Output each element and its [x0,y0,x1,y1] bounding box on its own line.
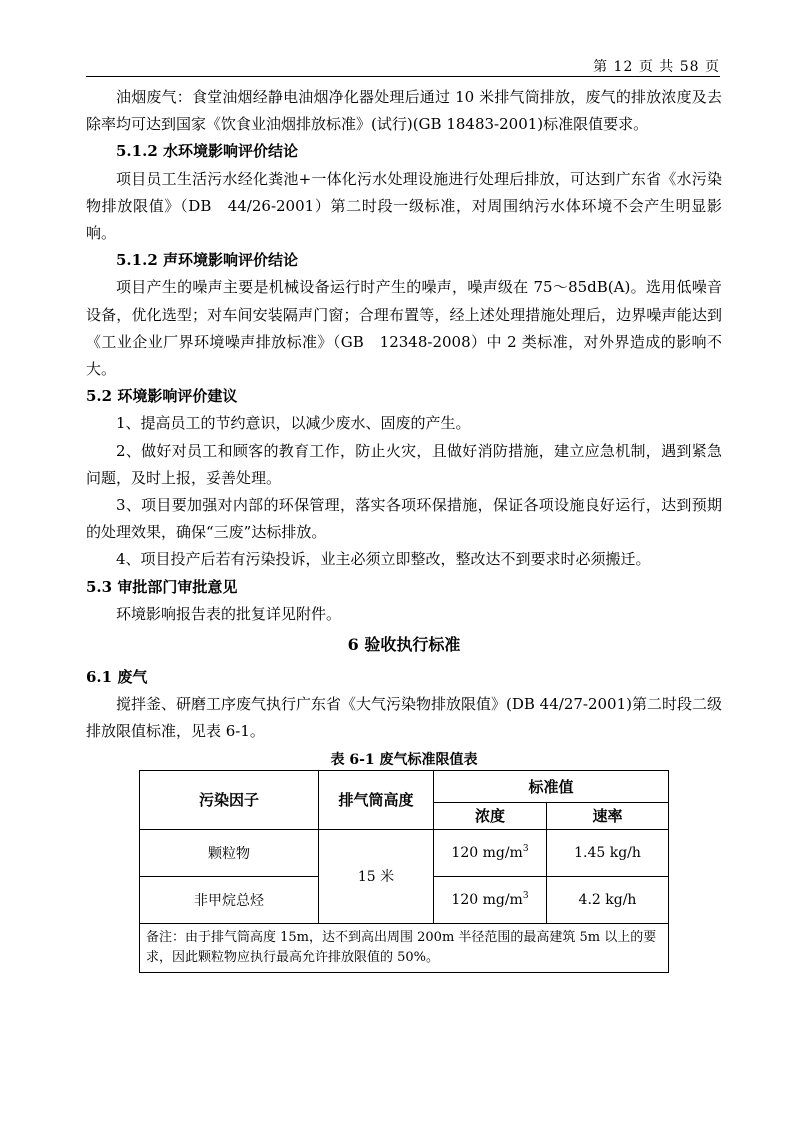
header-rate: 速率 [547,802,669,829]
cell-pollutant: 颗粒物 [140,829,319,876]
paragraph-noise: 项目产生的噪声主要是机械设备运行时产生的噪声，噪声级在 75～85dB(A)。选用低噪音设备，优化选型；对车间安装隔声门窗；合理布置等，经上述处理措施处理后，边界噪声能达到《工业企业厂界环境噪声排放标准》（GB 12348-2008）中 2 类标准，对外界造成的影响不大。 [86,278,722,379]
emission-standards-table [139,770,669,973]
cell-rate: 1.45 kg/h [547,829,669,876]
paragraph-approval: 环境影响报告表的批复详见附件。 [116,604,342,623]
table-note: 备注：由于排气筒高度 15m，达不到高出周围 200m 半径范围的最高建筑 5m 以上的要求，因此颗粒物应执行最高允许排放限值的 50%。 [140,923,669,972]
header-concentration: 浓度 [434,802,547,829]
cell-pollutant: 非甲烷总烃 [140,876,319,923]
table-caption: 表 6-1 废气标准限值表 [330,751,478,768]
heading-water-conclusion: 5.1.2 水环境影响评价结论 [116,142,298,161]
cell-concentration: 120 $mg/m^3$ [434,829,547,876]
suggestion-4: 4、项目投产后若有污染投诉，业主必须立即整改，整改达不到要求时必须搬迁。 [116,550,651,569]
heading-suggestions: 5.2 环境影响评价建议 [86,387,238,406]
cell-stack-height: 15 米 [319,829,434,923]
heading-acceptance-standards: 6 验收执行标准 [347,635,461,655]
page-number: 第 12 页 共 58 页 [593,59,720,75]
header-pollutant: 污染因子 [140,770,319,829]
suggestion-1: 1、提高员工的节约意识，以减少废水、固废的产生。 [116,414,471,433]
header-standard-value: 标准值 [434,770,669,802]
suggestion-2: 2、做好对员工和顾客的教育工作，防止火灾，且做好消防措施，建立应急机制，遇到紧急问题，及时上报，妥善处理。 [86,441,722,487]
heading-approval: 5.3 审批部门审批意见 [86,577,238,596]
page-header [86,54,720,77]
paragraph-oil-fume: 油烟废气：食堂油烟经静电油烟净化器处理后通过 10 米排气筒排放，废气的排放浓度及去除率均可达到国家《饮食业油烟排放标准》(试行)(GB 18483-2001)标准限值要求。 [86,88,722,134]
table-row [140,829,669,876]
cell-concentration: 120 $mg/m^3$ [434,876,547,923]
cell-rate: 4.2 kg/h [547,876,669,923]
heading-noise-conclusion: 5.1.2 声环境影响评价结论 [116,251,298,270]
paragraph-exhaust-gas: 搅拌釜、研磨工序废气执行广东省《大气污染物排放限值》(DB 44/27-2001)第二时段二级排放限值标准，见表 6-1。 [86,695,722,741]
header-stack-height: 排气筒高度 [319,770,434,829]
suggestion-3: 3、项目要加强对内部的环保管理，落实各项环保措施，保证各项设施良好运行，达到预期的处理效果，确保“三废”达标排放。 [86,496,722,542]
heading-exhaust-gas: 6.1 废气 [86,668,148,687]
document-body [86,84,722,973]
paragraph-water: 项目员工生活污水经化粪池+一体化污水处理设施进行处理后排放，可达到广东省《水污染物排放限值》（DB 44/26-2001）第二时段一级标准，对周围纳污水体环境不会产生明显影响。 [86,169,722,243]
